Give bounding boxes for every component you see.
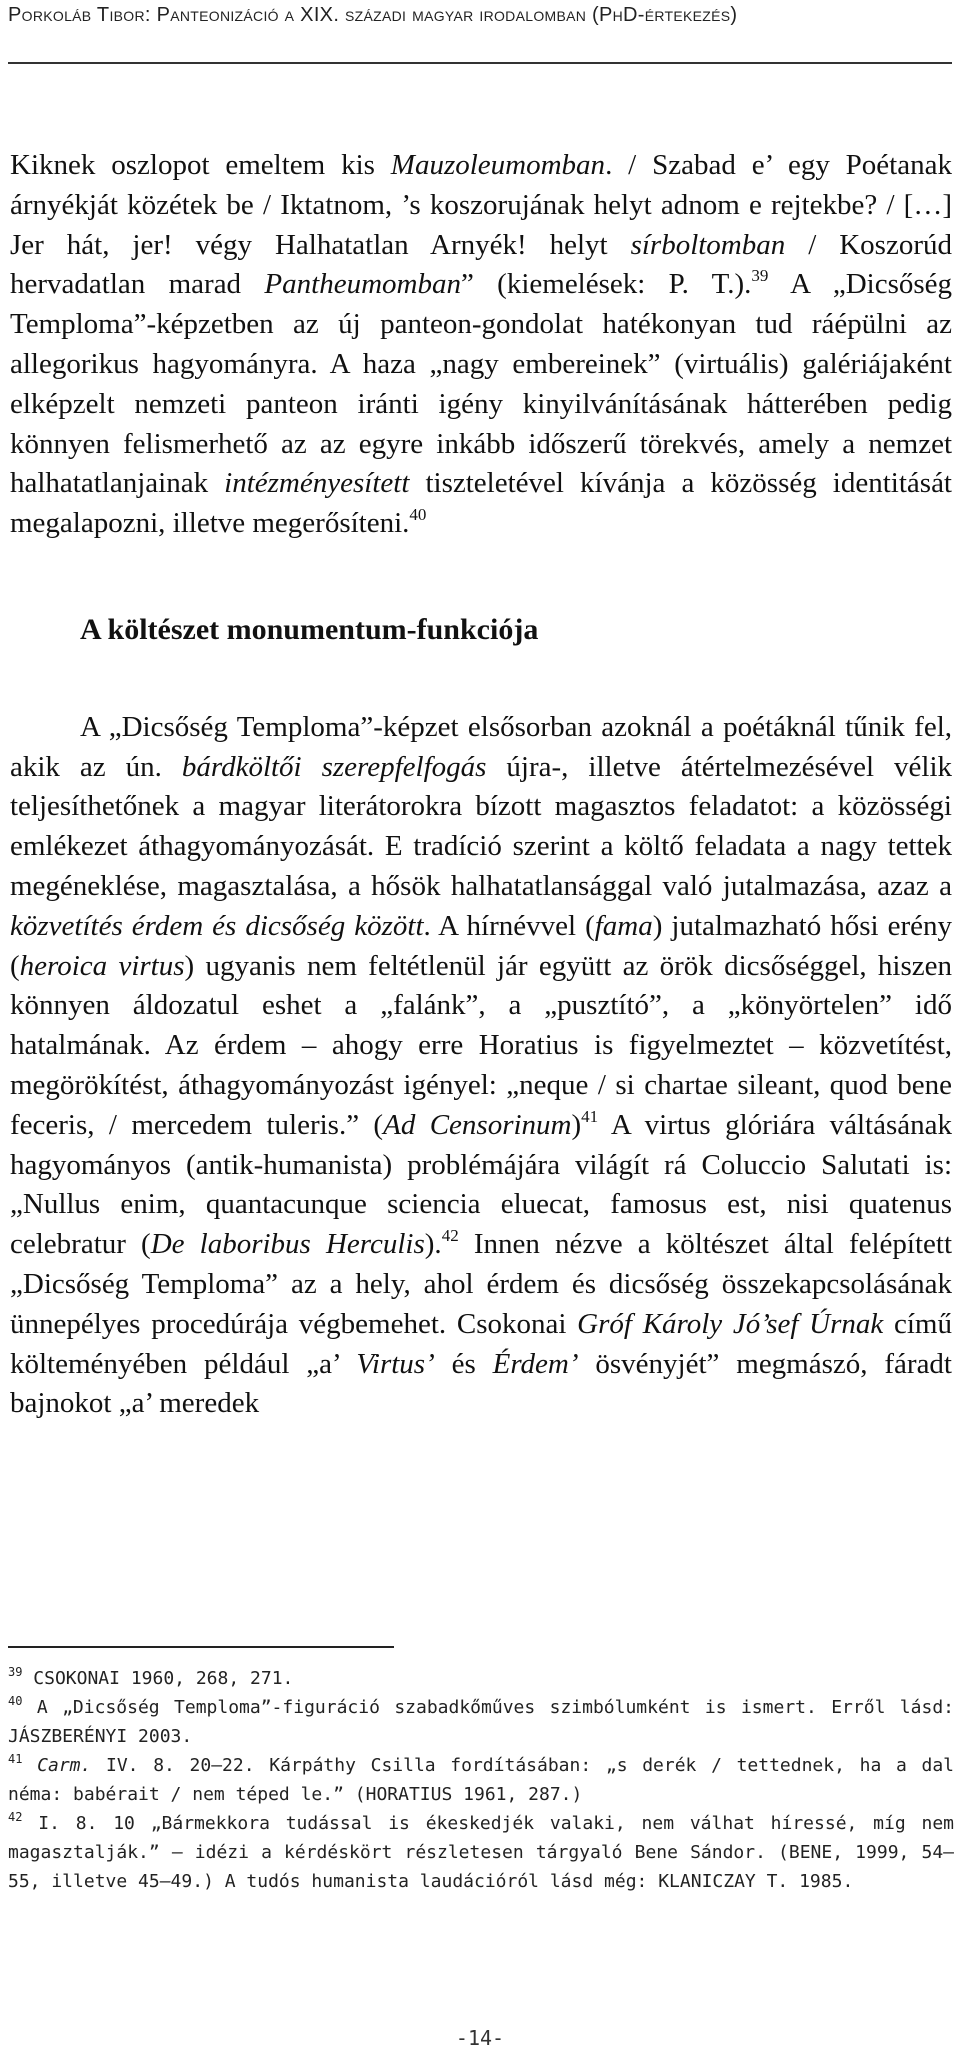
footnote-ref-40[interactable]: 40: [409, 505, 427, 525]
footnote-41: [8, 1751, 954, 1809]
footnote-number: 40: [8, 1694, 23, 1708]
text-run: tiszteletével kívánja a közösség identitását megalapozni, illetve megerősíteni.: [10, 467, 952, 540]
italic-run: bárdköltői szerepfelfogás: [181, 750, 487, 783]
footnote-number: 42: [8, 1810, 23, 1824]
italic-run: Mauzoleumomban: [390, 149, 606, 181]
text-run: ): [571, 1108, 582, 1141]
footnote-ref-41[interactable]: 41: [581, 1106, 599, 1126]
footnote-40: [8, 1693, 954, 1751]
footnote-42: [8, 1809, 954, 1896]
footnote-number: 41: [8, 1752, 23, 1766]
footnote-ref-42[interactable]: 42: [441, 1226, 459, 1246]
footnote-39: [8, 1664, 954, 1693]
paragraph-1: [10, 146, 952, 544]
italic-run: fama: [594, 909, 653, 942]
italic-run: Ad Censorinum: [383, 1108, 572, 1141]
footnote-text: [22, 1755, 37, 1776]
text-run: ) jutalmazható hősi erény (: [10, 909, 952, 982]
text-run: A „Dicsőség Temploma”-képzetben az új panteon-gondolat hatékonyan tud ráépülni az allegorikus hagyományra. A haza „nagy embereinek” (virtuális) galériájaként elképzelt nemzeti panteon iránti igény kinyilvánításának hátterében pedig könnyen felismerhető az az egyre inkább időszerű törekvés, amely a nemzet halhatatlanjainak: [10, 268, 953, 500]
footnote-text: CSOKONAI 1960, 268, 271.: [22, 1668, 294, 1689]
italic-run: Pantheumomban: [264, 268, 461, 301]
footnotes: [8, 1664, 954, 1896]
running-head: Porkoláb Tibor: Panteonizáció a XIX. századi magyar irodalomban (PhD-értekezés): [8, 4, 738, 26]
text-run: Innen nézve a költészet által felépített „Dicsőség Temploma” az a hely, ahol érdem és dicsőség összekapcsolásának ünnepélyes procedúrája végbemehet. Csokonai: [10, 1228, 953, 1340]
main-text: [10, 146, 952, 1424]
text-run: ösvényjét” megmászó, fáradt bajnokot „a’ meredek: [10, 1347, 952, 1420]
italic-run: Virtus’: [356, 1347, 435, 1380]
header-rule: [8, 62, 952, 64]
footnote-ref-39[interactable]: 39: [751, 266, 769, 286]
text-run: ” (kiemelések: P. T.).: [460, 268, 752, 301]
footnote-separator: [8, 1646, 394, 1648]
italic-run: sírboltomban: [630, 228, 786, 261]
section-title: A költészet monumentum-funkciója: [80, 612, 539, 646]
footnote-number: 39: [8, 1665, 23, 1679]
text-run: / Koszorúd hervadatlan marad: [10, 228, 952, 301]
italic-run: Gróf Károly Jó’sef Úrnak: [577, 1307, 884, 1340]
footnote-text: IV. 8. 20–22. Kárpáthy Csilla fordításában: „s derék / tettednek, ha a dal néma: babérait / nem téped le.” (HORATIUS 1961, 287.): [8, 1755, 954, 1805]
text-run: című költeményében például „a’: [10, 1307, 952, 1380]
italic-run: Érdem’: [492, 1347, 579, 1380]
italic-run: intézményesített: [224, 467, 410, 500]
text-run: újra-, illetve átértelmezésével vélik teljesíthetőnek a magyar literátorokra bízott magasztos feladatot: a közösségi emlékezet áthagyományozását. E tradíció szerint a költő feladata a nagy tettek megéneklése, magasztalása, a hősök halhatatlansággal való jutalmazása, azaz a: [10, 750, 953, 902]
italic-run: közvetítés érdem és dicsőség között: [10, 909, 424, 942]
footnote-text: A „Dicsőség Temploma”-figuráció szabadkőműves szimbólumként is ismert. Erről lásd: JÁSZBERÉNYI 2003.: [8, 1697, 954, 1747]
text-run: ) ugyanis nem feltétlenül jár együtt az örök dicsőséggel, hiszen könnyen áldozatul eshet a „falánk”, a „pusztító”, a „könyörtelen” idő hatalmának. Az érdem – ahogy erre Horatius is figyelmeztet – közvetítést, megörökítést, áthagyományozást igényel: „neque / si chartae sileant, quod bene feceris, / mercedem tuleris.” (: [10, 949, 953, 1141]
page-number: -14-: [455, 2026, 505, 2050]
paragraph-2: [10, 708, 952, 1424]
text-run: . / Szabad e’ egy Poétanak árnyékját közétek be / Iktatnom, ’s koszorujának helyt adnom e rejtekbe? / […] Jer hát, jer! végy Halhatatlan Arnyék! helyt: [10, 149, 952, 261]
text-run: Kiknek oszlopot emeltem kis: [10, 149, 391, 181]
footnote-italic: Carm.: [37, 1755, 92, 1776]
italic-run: heroica virtus: [19, 949, 185, 982]
italic-run: De laboribus Herculis: [150, 1228, 425, 1261]
text-run: ).: [424, 1228, 442, 1261]
text-run: és: [434, 1347, 493, 1380]
footnote-text: I. 8. 10 „Bármekkora tudással is ékeskedjék valaki, nem válhat híressé, míg nem magasztalják.” – idézi a kérdéskört részletesen tárgyaló Bene Sándor. (BENE, 1999, 54–55, illetve 45–49.) A tudós humanista laudációról lásd még: KLANICZAY T. 1985.: [8, 1813, 954, 1892]
text-run: . A hírnévvel (: [423, 909, 595, 942]
text-run: A virtus glóriára váltásának hagyományos (antik-humanista) problémájára világít rá Coluccio Salutati is: „Nullus enim, quantacunque sciencia eluecat, famosus est, nisi quatenus celebratur (: [10, 1108, 953, 1261]
text-run: A „Dicsőség Temploma”-képzet elsősorban azoknál a poétáknál tűnik fel, akik az ún.: [10, 710, 952, 783]
